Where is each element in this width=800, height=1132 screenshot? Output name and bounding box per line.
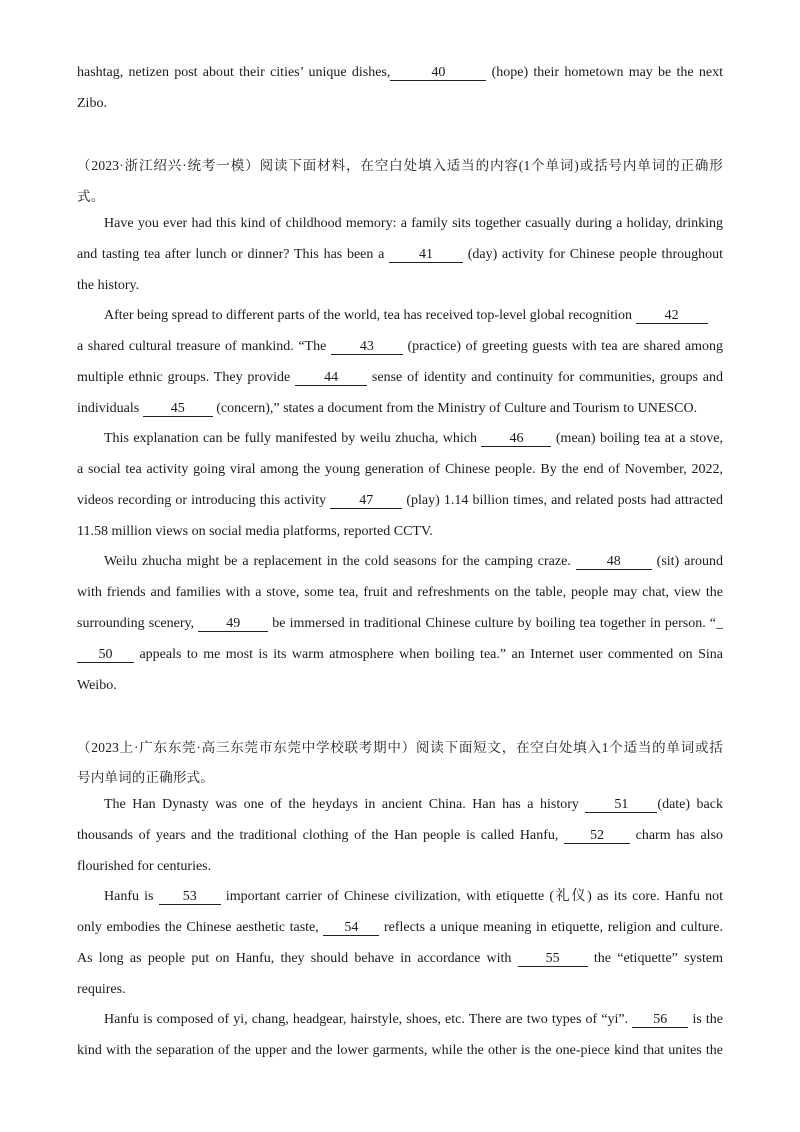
text-line: individuals 45 (concern),” states a document from the Ministry of Culture and Tourism to UNESCO.: [77, 401, 698, 416]
section-header: 式。: [77, 189, 105, 204]
text-line: with friends and families with a stove, some tea, fruit and refreshments on the table, people may chat, view the: [77, 585, 723, 600]
text-line: a shared cultural treasure of mankind. “The 43 (practice) of greeting guests with tea are shared among: [77, 339, 724, 354]
blank-49: 49: [198, 616, 268, 632]
text-line: Zibo.: [77, 96, 107, 111]
blank-54: 54: [323, 920, 379, 936]
section-header: 号内单词的正确形式。: [77, 770, 214, 785]
blank-55: 55: [518, 951, 588, 967]
text-line: Hanfu is composed of yi, chang, headgear, hairstyle, shoes, etc. There are two types of “yi”. 56 is the: [104, 1012, 724, 1027]
text-line: 11.58 million views on social media platforms, reported CCTV.: [77, 524, 433, 539]
blank-52: 52: [564, 828, 630, 844]
section-header: （2023·浙江绍兴·统考一模）阅读下面材料，在空白处填入适当的内容(1个单词)或括号内单词的正确形: [77, 158, 723, 173]
text-line: 50 appeals to me most is its warm atmosphere when boiling tea.” an Internet user commented on Sina: [77, 646, 723, 664]
blank-43: 43: [331, 339, 403, 355]
text-line: requires.: [77, 982, 126, 997]
section-header: （2023上·广东东莞·高三东莞市东莞中学校联考期中）阅读下面短文，在空白处填入1个适当的单词或括: [77, 740, 723, 755]
text-line: This explanation can be fully manifested by weilu zhucha, which 46 (mean) boiling tea at a stove,: [104, 431, 724, 446]
blank-42: 42: [636, 308, 708, 324]
text-line: and tasting tea after lunch or dinner? This has been a 41 (day) activity for Chinese people throughout: [77, 247, 723, 262]
blank-45: 45: [143, 401, 213, 417]
text-line: After being spread to different parts of the world, tea has received top-level global recognition 42: [104, 307, 749, 325]
text-line: As long as people put on Hanfu, they should behave in accordance with 55 the “etiquette” system: [77, 951, 723, 966]
text-line: thousands of years and the traditional clothing of the Han people is called Hanfu, 52 charm has also: [77, 828, 724, 843]
blank-53: 53: [159, 889, 221, 905]
text-line: The Han Dynasty was one of the heydays in ancient China. Han has a history 51 (date) back: [104, 797, 723, 812]
text-line: hashtag, netizen post about their cities’ unique dishes, 40 (hope) their hometown may be the next: [77, 65, 723, 80]
text-line: kind with the separation of the upper and the lower garments, while the other is the one-piece kind that unites the: [77, 1043, 723, 1058]
blank-40: 40: [390, 65, 486, 81]
text-line: videos recording or introducing this activity 47 (play) 1.14 billion times, and related posts had attracted: [77, 493, 723, 508]
blank-41: 41: [389, 247, 463, 263]
text-line: flourished for centuries.: [77, 859, 212, 874]
text-line: Weilu zhucha might be a replacement in the cold seasons for the camping craze. 48 (sit) around: [104, 554, 724, 569]
text-line: the history.: [77, 278, 140, 293]
text-line: multiple ethnic groups. They provide 44 sense of identity and continuity for communities, groups and: [77, 370, 724, 385]
text-line: surrounding scenery, 49 be immersed in traditional Chinese culture by boiling tea together in person. “_: [77, 616, 724, 631]
blank-47: 47: [330, 493, 402, 509]
blank-51: 51: [585, 797, 657, 813]
blank-56: 56: [632, 1012, 688, 1028]
blank-50: 50: [77, 647, 134, 663]
text-line: Hanfu is 53 important carrier of Chinese civilization, with etiquette (礼仪) as its core. Hanfu not: [104, 889, 724, 904]
text-line: only embodies the Chinese aesthetic taste, 54 reflects a unique meaning in etiquette, religion and culture.: [77, 920, 723, 935]
text-line: Have you ever had this kind of childhood memory: a family sits together casually during a holiday, drinking: [104, 216, 723, 231]
blank-48: 48: [576, 554, 652, 570]
blank-44: 44: [295, 370, 367, 386]
text-line: a social tea activity going viral among the young generation of Chinese people. By the end of November, 2022,: [77, 462, 723, 477]
text-line: Weibo.: [77, 678, 117, 693]
blank-46: 46: [481, 431, 551, 447]
